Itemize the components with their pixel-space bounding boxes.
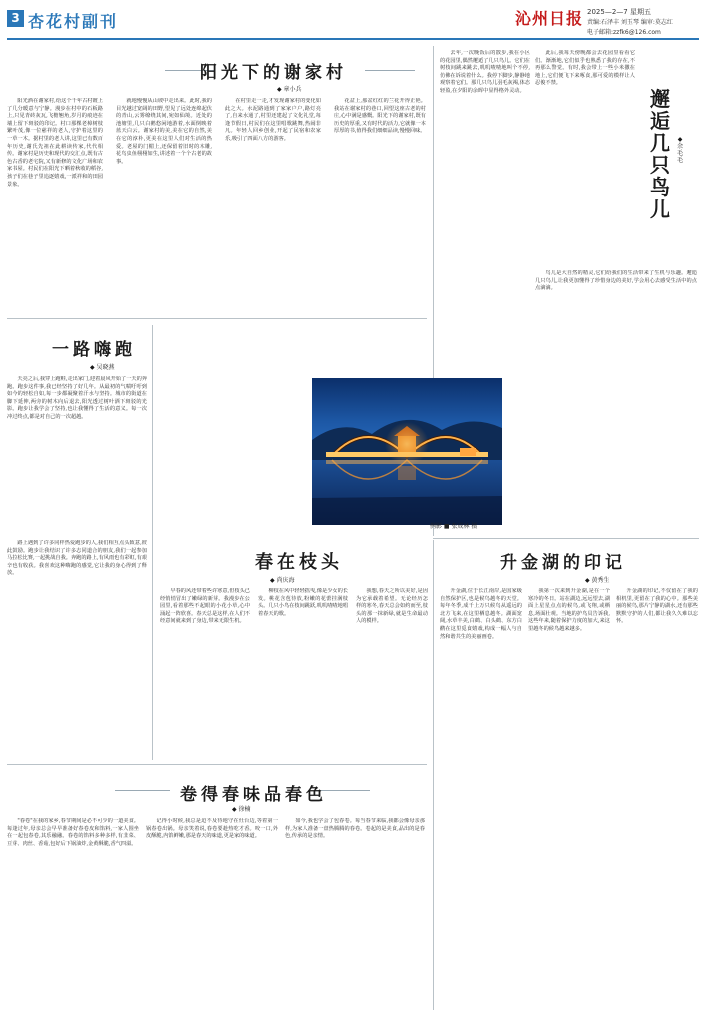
vertical-article-title: 邂逅几只鸟儿 bbox=[650, 87, 670, 221]
vertical-article-author: ◆ 余毛毛 bbox=[676, 136, 683, 164]
article-title: 阳光下的谢家村 bbox=[200, 63, 347, 83]
article-column: 天亮之后,我穿上跑鞋,走出家门,迎着晨风开始了一天的奔跑。跑步这件事,我已经坚持了好几年。从最初的气喘吁吁到如今的轻松自如,每一步都凝聚着汗水与坚持。城市的街道在脚下延伸,两旁的树木向后退去,阳光透过树叶洒下斑驳的光影。跑步让我学会了坚持,也让我懂得了生活的意义。每一次冲过终点,都是对自己的一次超越。 bbox=[7, 376, 147, 420]
article-title: 一路嗨跑 bbox=[52, 340, 136, 360]
article-title: 春在枝头 bbox=[255, 552, 343, 573]
contact-email: 电子邮箱:zzfk6@126.com bbox=[587, 29, 661, 36]
masthead bbox=[0, 0, 705, 40]
photo-caption: 例影 ■ 张成林 摄 bbox=[430, 523, 478, 530]
page-number-badge: 3 bbox=[7, 10, 24, 27]
article-column: 我想,春天之所以美好,是因为它承载着希望。无论经历怎样的寒冬,春天总会如约而至,枝头的那一抹新绿,就是生命最动人的模样。 bbox=[356, 588, 428, 625]
article-column: 记得小时候,我总是迫不及待地守在灶台边,等着第一锅春卷出锅。母亲笑着说,春卷要趁热吃才香。咬一口,外皮酥脆,内馅鲜嫩,那是春天的味道,更是家的味道。 bbox=[146, 818, 278, 840]
article-column: 就地慢慢从山坡中走出来。此时,我的目光越过宽阔的田野,望见了远处连绵起伏的青山,云雾缭绕其间,宛如仙境。近处的池塘里,几只白鹅悠闲地游着,水面倒映着蓝天白云。谢家村的美,美在它的自然,美在它的淳朴,更美在这里人们对生活的热爱。老屋的门楣上,还保留着旧时的木雕,花鸟虫鱼栩栩如生,讲述着一个个古老的故事。 bbox=[116, 98, 212, 165]
article-column: "春卷"在我的家乡,春节期间是必不可少的一道美食。每逢过年,母亲总会早早准备好春卷皮和馅料,一家人围坐在一起包春卷,其乐融融。春卷的馅料多种多样,有韭菜、豆芽、肉丝、香菇,包好后下锅油炸,金黄酥脆,香气四溢。 bbox=[7, 818, 139, 847]
header-rule bbox=[7, 38, 699, 40]
article-author: ◆ 黄秀生 bbox=[585, 577, 610, 584]
section-divider bbox=[433, 538, 699, 539]
article-column: 在村里走一走,才发现谢家村的变化如此之大。水泥路通到了家家户户,路灯亮了,自来水通了,村里还建起了文化礼堂,每逢节假日,村民们在这里唱歌跳舞,热闹非凡。年轻人回乡创业,开起了民宿和农家乐,吸引了四面八方的游客。 bbox=[225, 98, 321, 142]
newspaper-logo: 沁州日报 bbox=[515, 9, 584, 28]
editor-credits: 责编:石泽丰 刘玉琴 编审:莫志红 bbox=[587, 19, 673, 26]
article-column: 去年,一次晚饭后的散步,我在小区的花园里,偶然邂逅了几只鸟儿。它们在树枝间跳来跳去,叽叽喳喳地叫个不停,仿佛在诉说着什么。我停下脚步,静静地观察着它们。那几只鸟儿羽毛灰褐,体态轻盈,在夕阳的余晖中显得格外灵动。 bbox=[440, 50, 530, 94]
title-decoration bbox=[115, 790, 170, 791]
article-column: 升金湖的印记,不仅留在了我的相机里,更留在了我的心中。那些美丽的候鸟,那片宁静的湖水,还有那些默默守护的人们,都让我久久难以忘怀。 bbox=[616, 588, 698, 625]
article-column: 如今,我也学会了包春卷。每当春节来临,我都会像母亲那样,为家人准备一盘热腾腾的春卷。卷起的是美食,品出的是春色,传承的是亲情。 bbox=[285, 818, 425, 840]
section-title: 杏花村副刊 bbox=[28, 12, 119, 31]
title-decoration bbox=[365, 70, 415, 71]
article-author: ◆ 章小兵 bbox=[277, 86, 302, 93]
article-column: 花盆上,那盆红红的兰花开得正艳。我站在谢家村的巷口,回望这座古老的村庄,心中满是感慨。阳光下的谢家村,既有历史的厚重,又有时代的活力,它就像一本厚厚的书,值得我们细细品读,慢慢回味。 bbox=[334, 98, 426, 135]
column-divider bbox=[152, 325, 153, 760]
column-divider bbox=[433, 540, 434, 1010]
article-column: 此后,我每天傍晚都会去花园里看看它们。渐渐地,它们似乎也熟悉了我的存在,不再那么警觉。有时,我会带上一些小米撒在地上,它们便飞下来啄食,那可爱的模样让人忍俊不禁。 bbox=[535, 50, 635, 87]
article-title: 卷得春味品春色 bbox=[180, 785, 327, 805]
section-divider bbox=[7, 764, 427, 765]
article-author: ◆ 徐楠 bbox=[232, 806, 251, 813]
article-title: 升金湖的印记 bbox=[500, 553, 626, 573]
article-author: ◆ 尚庆海 bbox=[270, 577, 295, 584]
article-author: ◆ 吴晓燕 bbox=[90, 364, 115, 371]
article-column: 鸟儿是大自然的精灵,它们给我们的生活带来了生机与乐趣。邂逅几只鸟儿,让我更加懂得了珍惜身边的美好,学会用心去感受生活中的点点滴滴。 bbox=[535, 270, 697, 292]
issue-date: 2025—2—7 星期五 bbox=[587, 8, 651, 16]
article-column: 柳枝在风中轻轻摇曳,像是少女的长发。桃花含苞待放,粉嫩的花蕾挂满枝头。几只小鸟在枝间跳跃,叽叽喳喳地唱着春天的歌。 bbox=[258, 588, 348, 617]
section-divider bbox=[7, 318, 427, 319]
article-column: 阳光洒在谢家村,给这个千年古村镀上了几分暖意与宁静。漫步在村中的石板路上,只见青砖灰瓦,飞檐翘角,岁月的痕迹在墙上留下斑驳的印记。村口那棵老樟树枝繁叶茂,像一位慈祥的老人,守护着这里的一草一木。据村里的老人讲,这里已有数百年历史,谢氏先祖在此耕读传家,代代相传。谢家村是历史和现代的交汇点,既有古色古香的老宅院,又有新修的文化广场和农家书屋。村民们在阳光下晒着秋收的稻谷,孩子们在巷子里追逐嬉戏,一派祥和的田园景象。 bbox=[7, 98, 103, 188]
article-column: 早春的风还带着些许寒意,但枝头已经悄悄冒出了嫩绿的新芽。我漫步在公园里,看着那些不起眼的小花小草,心中涌起一阵欣喜。春天总是这样,在人们不经意间就来到了身边,带来无限生机。 bbox=[160, 588, 250, 625]
article-column: 升金湖,位于长江南岸,是国家级自然保护区,也是候鸟越冬的天堂。每年冬季,成千上万只候鸟从遥远的北方飞来,在这里栖息越冬。湖面宽阔,水草丰美,白鹤、白头鹤、东方白鹳在这里觅食嬉戏,构成一幅人与自然和谐共生的美丽画卷。 bbox=[440, 588, 522, 640]
article-column: 我第一次来到升金湖,是在一个寒冷的冬日。站在湖边,远远望去,湖面上星星点点的候鸟,或飞翔,或栖息,场面壮观。当地的护鸟员告诉我,这些年来,随着保护力度的加大,来这里越冬的候鸟越来越多。 bbox=[528, 588, 610, 632]
article-column: 路上遇到了许多同样热爱跑步的人,我们相互点头致意,彼此鼓励。跑步让我结识了许多志同道合的朋友,我们一起参加马拉松比赛,一起挑战自我。奔跑的路上,有风雨也有彩虹,有艰辛也有收获。我喜欢这种嗨跑的感觉,它让我的身心得到了释放。 bbox=[7, 540, 147, 577]
